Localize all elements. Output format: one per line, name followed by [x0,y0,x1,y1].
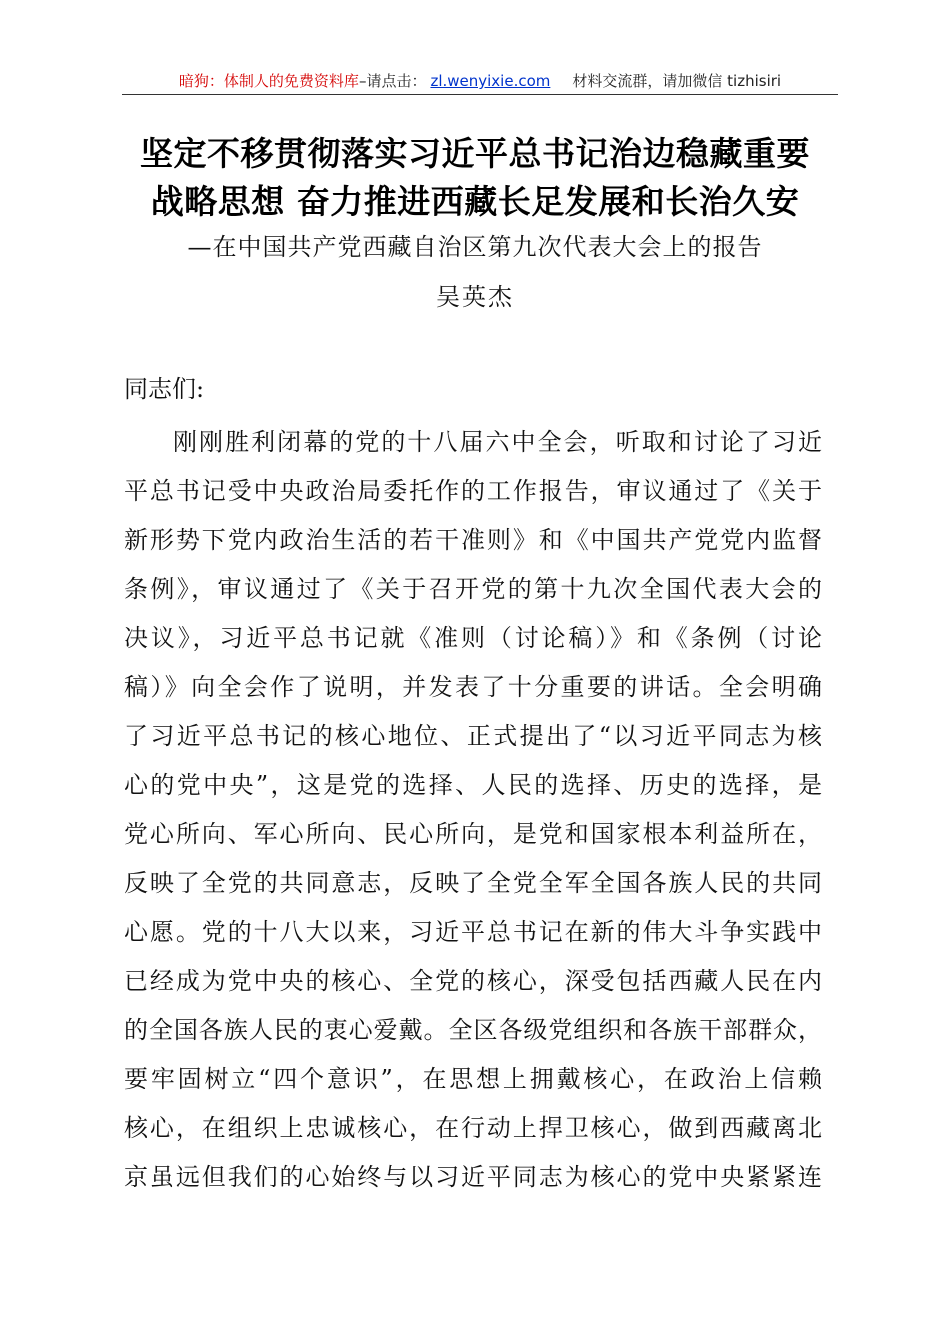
website-link[interactable]: zl.wenyixie.com [430,72,551,90]
body-line: 已经成为党中央的核心、全党的核心，深受包括西藏人民在内 [124,967,822,995]
wechat-info: 材料交流群，请加微信 tizhisiri [572,72,782,90]
body-line: 平总书记受中央政治局委托作的工作报告，审议通过了《关于 [124,477,822,505]
body-line: 党心所向、军心所向、民心所向，是党和国家根本利益所在， [124,820,822,848]
body-line: 要牢固树立“四个意识”，在思想上拥戴核心，在政治上信赖 [124,1065,822,1093]
greeting: 同志们: [124,375,205,403]
body-line: 决议》，习近平总书记就《准则（讨论稿）》和《条例（讨论 [124,624,822,652]
document-subtitle: —在中国共产党西藏自治区第九次代表大会上的报告 [187,233,763,261]
click-prompt: –请点击： [358,72,427,90]
body-line: 核心，在组织上忠诚核心，在行动上捍卫核心，做到西藏离北 [124,1114,822,1142]
document-author: 吴英杰 [436,283,514,311]
body-line: 京虽远但我们的心始终与以习近平同志为核心的党中央紧紧连 [124,1163,822,1191]
body-line: 反映了全党的共同意志，反映了全党全军全国各族人民的共同 [124,869,822,897]
body-line: 的全国各族人民的衷心爱戴。全区各级党组织和各族干部群众， [124,1016,822,1044]
body-line: 新形势下党内政治生活的若干准则》和《中国共产党党内监督 [124,526,822,554]
body-line: 刚刚胜利闭幕的党的十八届六中全会，听取和讨论了习近 [173,428,822,456]
page-header [122,66,838,95]
document-title-line-1: 坚定不移贯彻落实习近平总书记治边稳藏重要 [140,134,810,173]
document-title-line-2: 战略思想 奋力推进西藏长足发展和长治久安 [150,182,800,221]
body-line: 了习近平总书记的核心地位、正式提出了“以习近平同志为核 [124,722,822,750]
body-line: 稿）》向全会作了说明，并发表了十分重要的讲话。全会明确 [124,673,822,701]
body-paragraph [124,418,822,1202]
site-label: 暗狗：体制人的免费资料库 [178,72,359,90]
body-line: 心的党中央”，这是党的选择、人民的选择、历史的选择，是 [124,771,822,799]
body-line: 心愿。党的十八大以来，习近平总书记在新的伟大斗争实践中 [124,918,822,946]
body-line: 条例》，审议通过了《关于召开党的第十九次全国代表大会的 [124,575,822,603]
